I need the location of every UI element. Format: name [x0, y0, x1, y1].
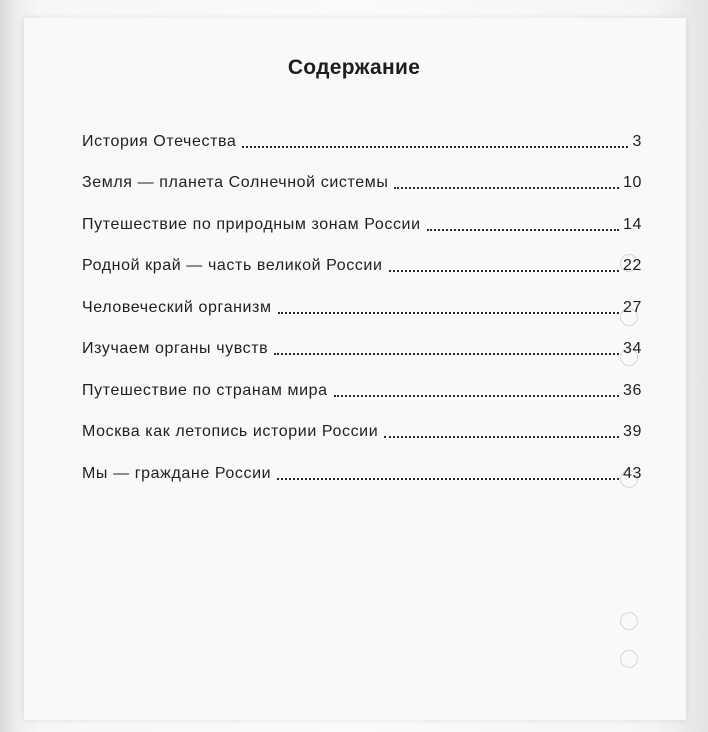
dot-leader	[242, 145, 628, 148]
toc-entry	[82, 442, 642, 484]
dot-leader	[334, 394, 619, 397]
toc-entry-page: 36	[623, 381, 642, 399]
table-of-contents	[82, 110, 642, 484]
bleed-circle	[620, 612, 638, 630]
toc-entry	[82, 152, 642, 194]
toc-entry-page: 27	[623, 298, 642, 316]
toc-entry-label: Путешествие по природным зонам России	[82, 215, 421, 233]
toc-entry	[82, 276, 642, 318]
dot-leader	[384, 435, 619, 438]
bleed-circle	[620, 650, 638, 668]
toc-entry-label: История Отечества	[82, 132, 237, 150]
dot-leader	[394, 186, 619, 189]
toc-entry	[82, 318, 642, 360]
toc-entry-page: 34	[623, 340, 642, 357]
toc-entry-page: 14	[623, 215, 642, 233]
dot-leader	[278, 311, 619, 314]
toc-entry	[82, 193, 642, 235]
dot-leader	[427, 228, 619, 231]
toc-entry	[82, 110, 642, 152]
dot-leader	[277, 477, 619, 480]
toc-entry-label: Земля — планета Солнечной системы	[82, 174, 389, 191]
toc-entry-label: Родной край — часть великой России	[82, 257, 383, 274]
toc-entry	[82, 235, 642, 277]
toc-entry	[82, 359, 642, 401]
toc-entry-label: Путешествие по странам мира	[82, 381, 328, 399]
toc-entry-page: 22	[623, 257, 642, 274]
toc-entry	[82, 401, 642, 443]
toc-entry-label: Человеческий организм	[82, 298, 272, 316]
toc-entry-label: Москва как летопись истории России	[82, 423, 379, 440]
toc-entry-page: 3	[632, 132, 642, 150]
page-title: Содержание	[287, 56, 421, 79]
toc-entry-label: Мы — граждане России	[82, 464, 272, 482]
dot-leader	[274, 352, 619, 355]
toc-entry-page: 39	[623, 423, 642, 440]
dot-leader	[389, 269, 619, 272]
toc-entry-page: 10	[623, 174, 642, 191]
toc-entry-page: 43	[623, 464, 642, 482]
toc-entry-label: Изучаем органы чувств	[82, 340, 269, 357]
